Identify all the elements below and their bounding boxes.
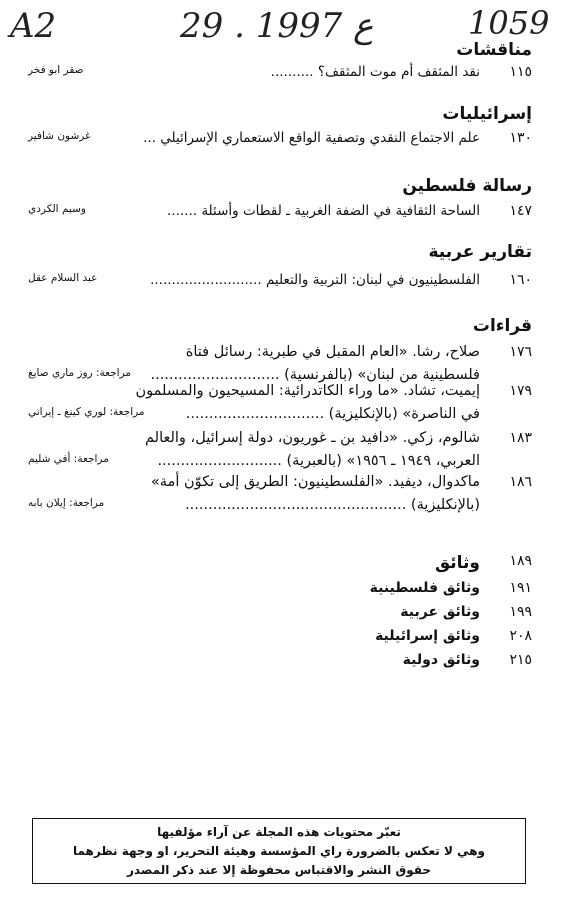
author: غرشون شافير (28, 130, 91, 142)
page-number: ٢٠٨ (509, 628, 532, 644)
documents-label: وثائق عربية (400, 604, 480, 620)
review-line: صلاح، رشا. «العام المقبل في طبرية: رسائل فتاة (185, 344, 480, 360)
page-number: ١٨٣ (509, 430, 532, 446)
review-line: العربي، ١٩٤٩ ـ ١٩٥٦» (بالعبرية) ........................... (157, 453, 480, 469)
handwritten-date: 29 . ع 1997 (180, 6, 374, 46)
section-title-taqarir: تقارير عربية (428, 242, 532, 262)
disclaimer-line: تعبّر محتويات هذه المجلة عن آراء مؤلفيها (157, 825, 401, 839)
review-line: ماكدوال، ديفيد. «الفلسطينيون: الطريق إلى تكوّن أمة» (150, 474, 480, 490)
article-title: الفلسطينيون في لبنان: التربية والتعليم .......................... (150, 272, 480, 288)
disclaimer-box (32, 818, 526, 884)
review-line: في الناصرة» (بالإنكليزية) .............................. (185, 406, 480, 422)
handwritten-code: A2 (10, 6, 57, 46)
documents-label: وثائق دولية (402, 652, 480, 668)
author: وسيم الكردي (28, 203, 86, 215)
review-line: إيميت، تشاد. «ما وراء الكاتدرائية: المسيحيون والمسلمون (135, 383, 480, 399)
author: صقر ابو فخر (28, 64, 84, 76)
page-number: ١٧٦ (509, 344, 532, 360)
review-line: شالوم، زكي. «دافيد بن ـ غوريون، دولة إسرائيل، والعالم (145, 430, 480, 446)
reviewer: مراجعة: لوري كينغ ـ إيراني (28, 406, 145, 418)
reviewer: مراجعة: إيلان بابه (28, 497, 105, 509)
reviewer: مراجعة: روز ماري صايغ (28, 367, 132, 379)
section-title-munaqashat: مناقشات (456, 40, 532, 60)
disclaimer-line: حقوق النشر والاقتباس محفوظة إلا عند ذكر المصدر (126, 863, 432, 877)
page-number: ١٨٩ (509, 553, 532, 569)
documents-label: وثائق إسرائيلية (375, 628, 480, 644)
article-title: علم الاجتماع النقدي وتصفية الواقع الاستعماري الإسرائيلي ... (143, 130, 480, 146)
review-line: فلسطينية من لبنان» (بالفرنسية) ............................ (150, 367, 480, 383)
page-number: ١٣٠ (509, 130, 532, 146)
handwritten-number: 1059 (468, 4, 550, 42)
review-line: (بالإنكليزية) ................................................ (185, 497, 480, 513)
section-title-wathaiq: وثائق (434, 553, 480, 573)
documents-label: وثائق فلسطينية (369, 580, 480, 596)
article-title: نقد المثقف أم موت المثقف؟ .......... (270, 64, 480, 80)
page-number: ١٩٩ (509, 604, 532, 620)
page-number: ١٨٦ (509, 474, 532, 490)
page-number: ٢١٥ (509, 652, 532, 668)
page-number: ١٧٩ (509, 383, 532, 399)
author: عبد السلام عقل (28, 272, 98, 284)
page-number: ١٤٧ (509, 203, 532, 219)
page-number: ١١٥ (509, 64, 532, 80)
section-title-israeliyat: إسرائيليات (442, 104, 532, 124)
article-title: الساحة الثقافية في الضفة الغربية ـ لقطات وأسئلة ....... (166, 203, 480, 219)
section-title-risala: رسالة فلسطين (402, 176, 532, 196)
section-title-qiraat: قراءات (472, 316, 532, 336)
page-number: ١٦٠ (509, 272, 532, 288)
reviewer: مراجعة: أفي شليم (28, 453, 109, 465)
page-number: ١٩١ (509, 580, 532, 596)
disclaimer-line: وهي لا تعكس بالضرورة راي المؤسسة وهيئة التحرير، او وجهة نظرهما (72, 844, 486, 858)
